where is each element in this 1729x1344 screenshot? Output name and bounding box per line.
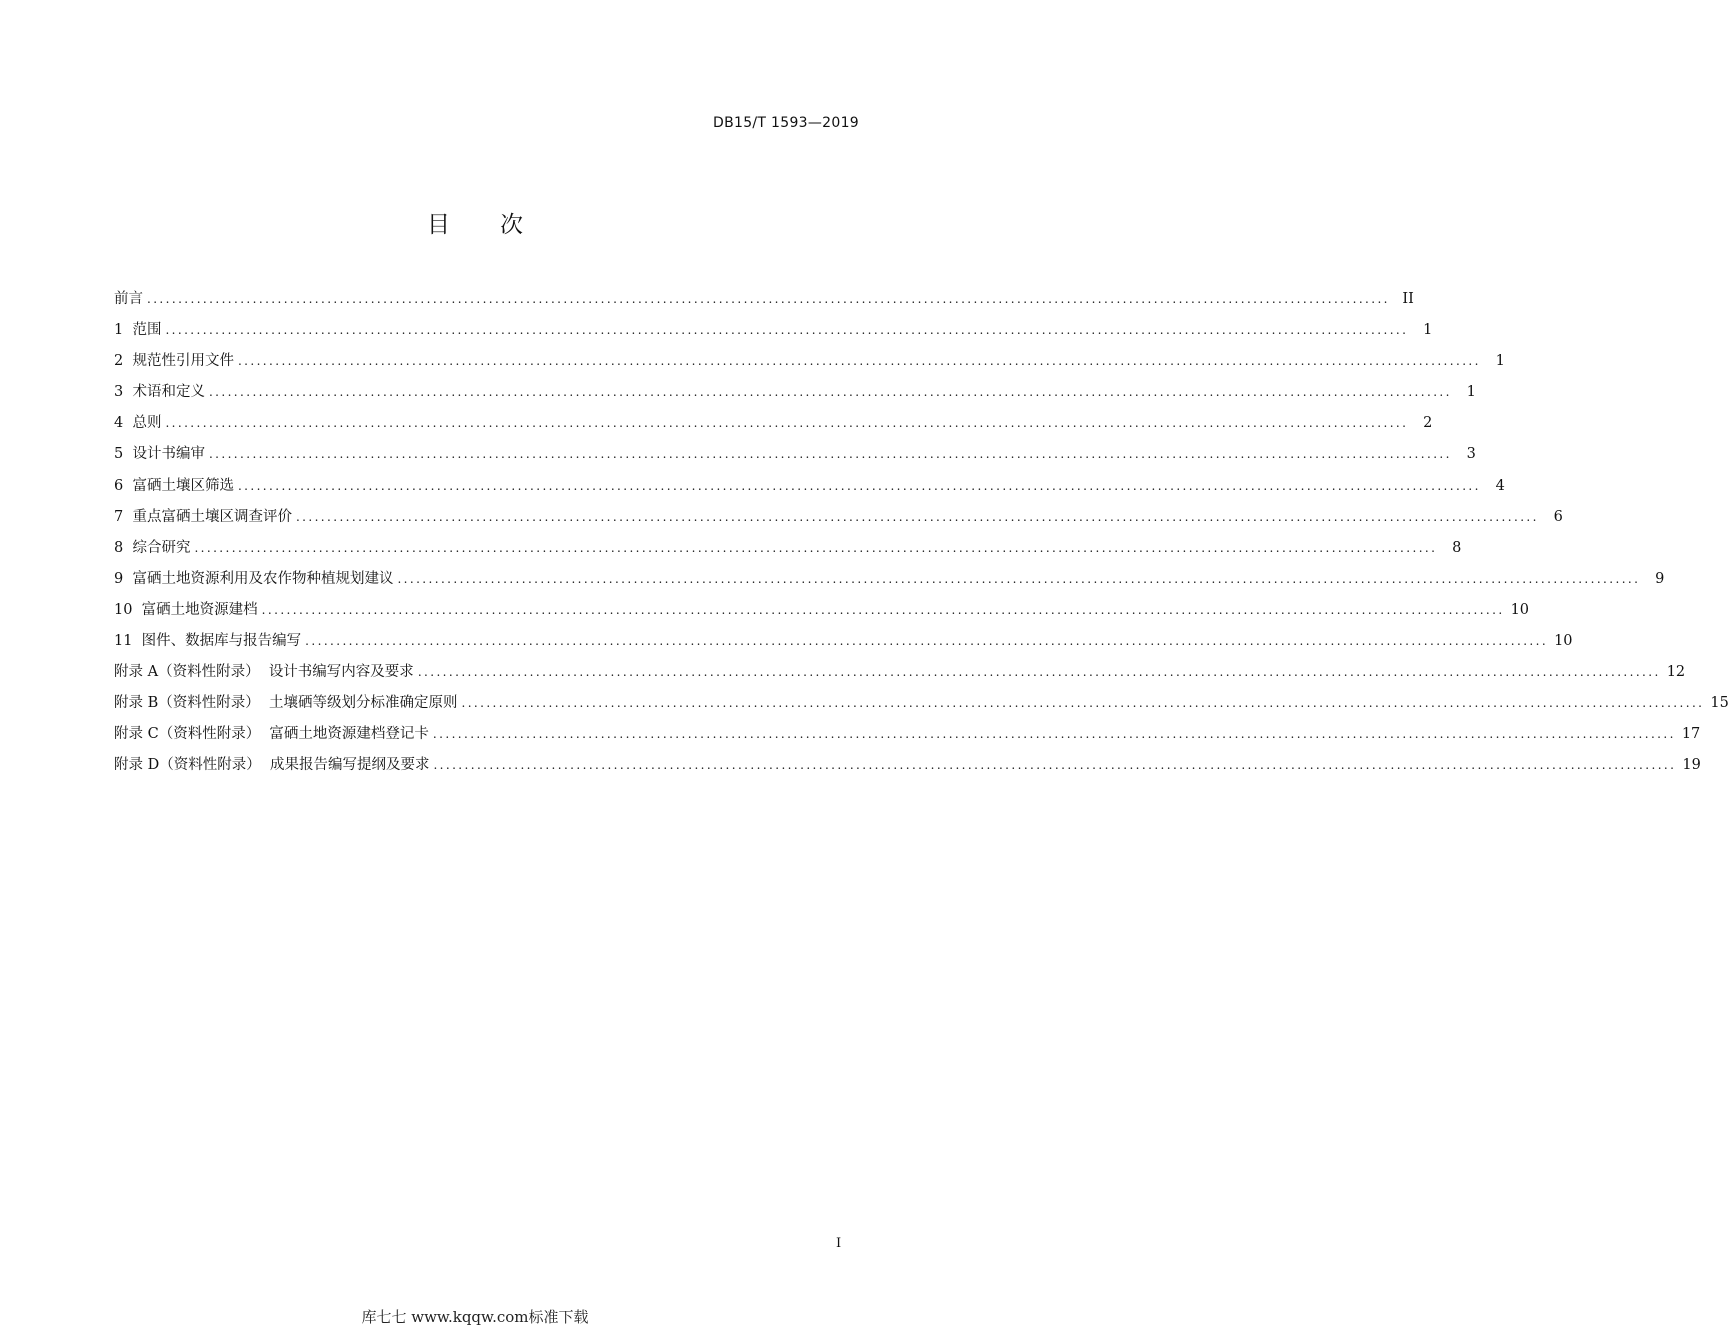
title-char-left: 目: [427, 212, 450, 238]
page-title: [0, 206, 950, 239]
toc-entry-number: 6: [114, 477, 133, 494]
toc-entry-number: 7: [114, 508, 133, 525]
title-char-right: 次: [500, 212, 523, 238]
toc-entry-page: 1: [1423, 322, 1433, 339]
toc-entry-label: 术语和定义: [132, 384, 205, 401]
toc-entry-label: 范围: [132, 322, 162, 339]
toc-leader-dots: ........................................................................................................................................................................................................: [305, 634, 1549, 649]
toc-entry-page: 4: [1495, 477, 1505, 494]
toc-entry-label: 土壤硒等级划分标准确定原则: [268, 695, 458, 712]
toc-entry-page: 2: [1423, 415, 1433, 432]
toc-leader-dots: ........................................................................................................................................................................................................: [147, 292, 1390, 306]
toc-entry-appendix-b[interactable]: [114, 692, 1729, 723]
toc-entry-7[interactable]: [114, 506, 1563, 537]
toc-leader-dots: ........................................................................................................................................................................................................: [433, 758, 1677, 773]
toc-entry-page: 10: [1554, 633, 1573, 650]
toc-entry-number: 11: [114, 633, 142, 650]
toc-entry-appendix-d[interactable]: [114, 754, 1701, 785]
table-of-contents: [114, 288, 1729, 786]
toc-entry-number: 2: [114, 353, 133, 370]
toc-entry-number: 附录 D（资料性附录）: [114, 757, 270, 774]
toc-entry-4[interactable]: [114, 412, 1433, 443]
toc-entry-page: 1: [1466, 384, 1476, 401]
page-number: I: [836, 1236, 842, 1251]
toc-entry-label: 规范性引用文件: [132, 353, 234, 370]
toc-entry-label: 设计书编写内容及要求: [268, 664, 414, 681]
toc-entry-page: 19: [1682, 757, 1701, 774]
toc-entry-label: 总则: [132, 415, 162, 432]
toc-entry-page: 6: [1553, 508, 1563, 525]
toc-entry-page: 10: [1510, 601, 1530, 618]
toc-leader-dots: ........................................................................................................................................................................................................: [461, 696, 1705, 711]
toc-entry-page: 8: [1452, 539, 1462, 556]
toc-entry-5[interactable]: [114, 443, 1476, 474]
toc-leader-dots: ........................................................................................................................................................................................................: [194, 540, 1438, 555]
toc-leader-dots: ........................................................................................................................................................................................................: [208, 385, 1452, 400]
toc-entry-number: 5: [114, 446, 133, 463]
toc-entry-number: 9: [114, 570, 133, 587]
toc-entry-label: 重点富硒土壤区调查评价: [132, 508, 292, 525]
toc-leader-dots: ........................................................................................................................................................................................................: [165, 323, 1409, 338]
toc-entry-10[interactable]: [114, 599, 1530, 630]
toc-entry-appendix-a[interactable]: [114, 661, 1686, 692]
toc-leader-dots: ........................................................................................................................................................................................................: [237, 478, 1481, 493]
toc-entry-6[interactable]: [114, 475, 1505, 506]
toc-entry-2[interactable]: [114, 350, 1505, 381]
toc-entry-page: 3: [1466, 446, 1476, 463]
toc-entry-page: 15: [1710, 695, 1729, 712]
toc-entry-number: 附录 B（资料性附录）: [114, 695, 269, 712]
toc-entry-9[interactable]: [114, 568, 1665, 599]
toc-entry-11[interactable]: [114, 630, 1573, 661]
toc-entry-label: 富硒土壤区筛选: [132, 477, 234, 494]
toc-entry-number: 附录 A（资料性附录）: [114, 664, 269, 681]
document-code: DB15/T 1593—2019: [713, 115, 859, 131]
toc-leader-dots: ........................................................................................................................................................................................................: [432, 727, 1676, 742]
toc-entry-number: 附录 C（资料性附录）: [114, 726, 270, 743]
toc-leader-dots: ........................................................................................................................................................................................................: [237, 354, 1481, 369]
toc-entry-label: 图件、数据库与报告编写: [141, 633, 302, 650]
toc-entry-page: 9: [1655, 570, 1665, 587]
toc-leader-dots: ........................................................................................................................................................................................................: [261, 602, 1505, 617]
toc-entry-label: 综合研究: [132, 539, 191, 556]
toc-leader-dots: ........................................................................................................................................................................................................: [397, 571, 1641, 586]
toc-leader-dots: ........................................................................................................................................................................................................: [165, 416, 1409, 431]
toc-entry-number: 1: [114, 322, 133, 339]
toc-entry-number: 3: [114, 384, 133, 401]
toc-entry-3[interactable]: [114, 381, 1476, 412]
toc-entry-page: 1: [1495, 353, 1505, 370]
toc-entry-label: 富硒土地资源利用及农作物种植规划建议: [132, 570, 394, 587]
toc-entry-label: 富硒土地资源建档登记卡: [269, 726, 429, 743]
toc-entry-number: 4: [114, 415, 133, 432]
toc-entry-number: 10: [114, 601, 142, 618]
toc-entry-label: 前言: [114, 291, 143, 307]
toc-entry-page: II: [1402, 291, 1414, 307]
toc-entry-page: 12: [1666, 664, 1686, 681]
footer-watermark: 库七七 www.kqqw.com标准下载: [361, 1308, 589, 1326]
toc-entry-appendix-c[interactable]: [114, 723, 1701, 754]
toc-entry-1[interactable]: [114, 319, 1433, 350]
toc-entry-foreword[interactable]: [114, 288, 1414, 319]
toc-leader-dots: ........................................................................................................................................................................................................: [417, 665, 1661, 680]
toc-entry-label: 成果报告编写提纲及要求: [269, 757, 430, 774]
toc-entry-page: 17: [1681, 726, 1701, 743]
toc-entry-label: 富硒土地资源建档: [141, 601, 258, 618]
toc-entry-8[interactable]: [114, 537, 1462, 568]
toc-entry-number: 8: [114, 539, 133, 556]
toc-leader-dots: ........................................................................................................................................................................................................: [295, 509, 1539, 524]
toc-entry-label: 设计书编审: [132, 446, 205, 463]
toc-leader-dots: ........................................................................................................................................................................................................: [208, 447, 1452, 462]
